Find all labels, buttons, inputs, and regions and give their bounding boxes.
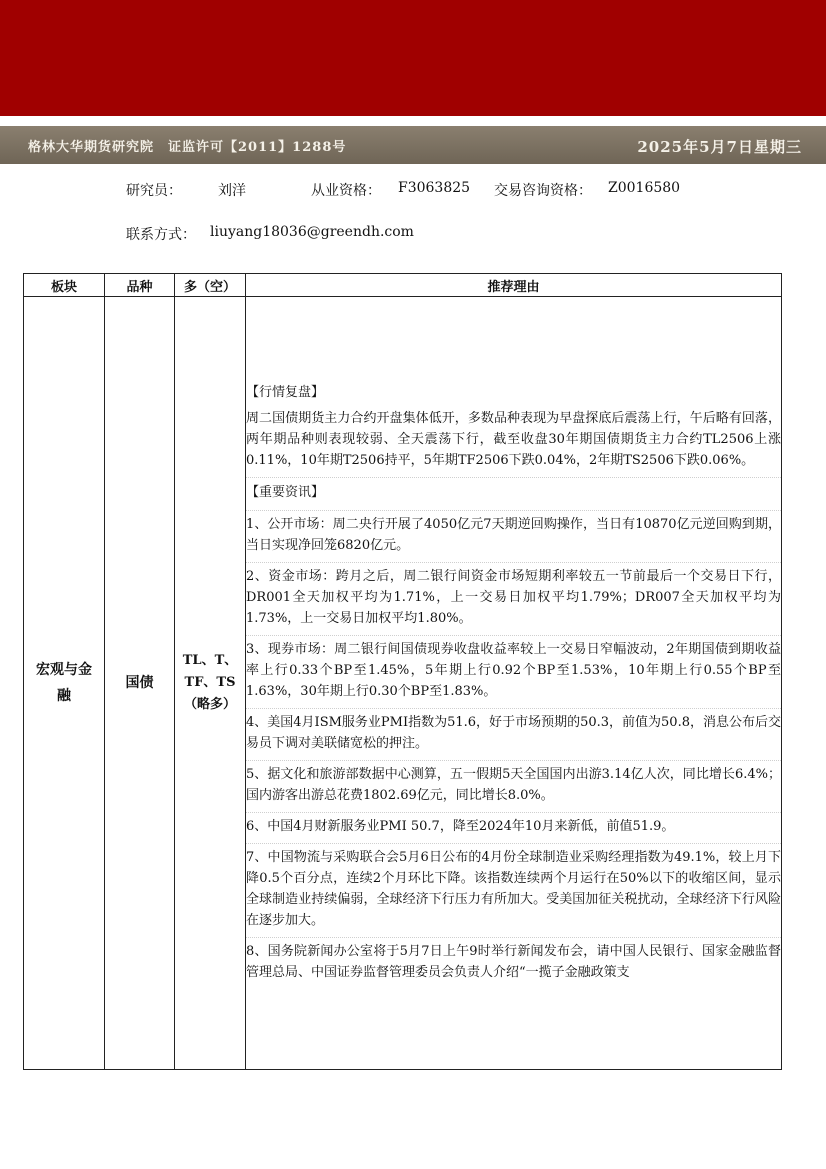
news-item: 6、中国4月财新服务业PMI 50.7，降至2024年10月来新低，前值51.9。 — [246, 813, 781, 844]
contact-label: 联系方式： — [126, 227, 196, 243]
header-direction: 多（空） — [175, 274, 246, 297]
news-item: 3、现券市场：周二银行间国债现券收盘收益率较上一交易日窄幅波动，2年期国债到期收益率上行0.33个BP至1.45%，5年期上行0.92个BP至1.53%，10年期上行0.55个BP至1.63%，30年期上行0.30个BP至1.83%。 — [246, 636, 781, 709]
reason-cell — [246, 297, 782, 1070]
report-date: 2025年5月7日星期三 — [637, 138, 802, 156]
direction-line-3: （略多） — [183, 697, 236, 712]
recommendation-table — [23, 273, 782, 1070]
header-bar — [0, 126, 826, 164]
direction-cell — [175, 297, 246, 1070]
direction-line-2: TF、TS — [184, 675, 236, 690]
sector-text: 宏观与金融 — [36, 662, 92, 704]
news-heading: 【重要资讯】 — [246, 478, 781, 511]
table-header-row — [24, 274, 782, 297]
header-reason: 推荐理由 — [246, 274, 782, 297]
review-text: 周二国债期货主力合约开盘集体低开，多数品种表现为早盘探底后震荡上行，午后略有回落，两年期品种则表现较弱、全天震荡下行，截至收盘30年期国债期货主力合约TL2506上涨0.11%，10年期T2506持平，5年期TF2506下跌0.04%，2年期TS2506下跌0.06%。 — [246, 405, 781, 478]
researcher-label: 研究员： — [126, 183, 182, 199]
news-item: 4、美国4月ISM服务业PMI指数为51.6，好于市场预期的50.3，前值为50.8，消息公布后交易员下调对美联储宽松的押注。 — [246, 709, 781, 761]
header-sector: 板块 — [24, 274, 105, 297]
variety-cell: 国债 — [105, 297, 175, 1070]
news-item: 2、资金市场：跨月之后，周二银行间资金市场短期利率较五一节前最后一个交易日下行，DR001全天加权平均为1.71%，上一交易日加权平均1.79%；DR007全天加权平均为1.73%，上一交易日加权平均1.80%。 — [246, 563, 781, 636]
researcher-name: 刘洋 — [218, 183, 246, 199]
header-variety: 品种 — [105, 274, 175, 297]
top-banner — [0, 0, 826, 116]
banner-gap — [0, 116, 826, 126]
consult-label: 交易咨询资格： — [494, 183, 592, 199]
qualification-number: F3063825 — [398, 180, 471, 196]
direction-line-1: TL、T、 — [182, 653, 238, 668]
news-item: 7、中国物流与采购联合会5月6日公布的4月份全球制造业采购经理指数为49.1%，较上月下降0.5个百分点，连续2个月环比下降。该指数连续两个月运行在50%以下的收缩区间，显示全球制造业持续偏弱，全球经济下行压力有所加大。受美国加征关税扰动，全球经济下行风险在逐步加大。 — [246, 844, 781, 938]
news-item: 1、公开市场：周二央行开展了4050亿元7天期逆回购操作，当日有10870亿元逆回购到期，当日实现净回笼6820亿元。 — [246, 511, 781, 563]
contact-email: liuyang18036@greendh.com — [210, 224, 414, 240]
sector-cell — [24, 297, 105, 1070]
table-row — [24, 297, 782, 1070]
news-item: 5、据文化和旅游部数据中心测算，五一假期5天全国国内出游3.14亿人次，同比增长6.4%；国内游客出游总花费1802.69亿元，同比增长8.0%。 — [246, 761, 781, 813]
org-license: 格林大华期货研究院 证监许可【2011】1288号 — [28, 140, 347, 155]
qualification-label: 从业资格： — [311, 183, 381, 199]
review-heading: 【行情复盘】 — [246, 384, 325, 400]
news-item: 8、国务院新闻办公室将于5月7日上午9时举行新闻发布会，请中国人民银行、国家金融监督管理总局、中国证券监督管理委员会负责人介绍“一揽子金融政策支 — [246, 943, 781, 980]
consult-number: Z0016580 — [608, 180, 681, 196]
